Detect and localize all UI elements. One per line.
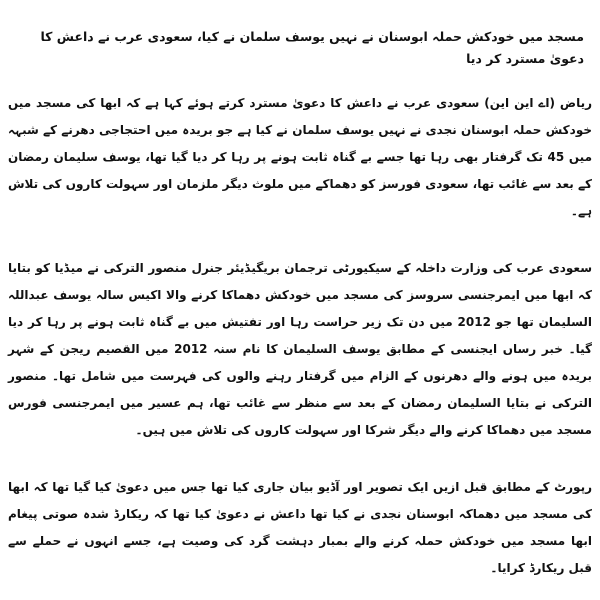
- article: [8, 0, 592, 600]
- article-paragraph-1: ریاض (اے این این) سعودی عرب نے داعش کا دعویٰ مسترد کرتے ہوئے کہا ہے کہ ابھا کی مسجد میں خودکش حملہ ابوسنان نجدی نے نہیں یوسف سلمان نے کیا ہے جو بریدہ میں احتجاجی دھرنے کے شبہہ میں 45 تک گرفتار بھی رہا تھا جسے بے گناہ ثابت ہونے پر رہا کر دیا گیا تھا، یوسف سلیمان رمضان کے بعد سے غائب تھا، سعودی فورسز کو دھماکے میں ملوث دیگر ملزمان اور سہولت کاروں کی تلاش ہے۔: [8, 96, 592, 218]
- article-headline: مسجد میں خودکش حملہ ابوسنان نے نہیں یوسف سلمان نے کیا، سعودی عرب نے داعش کا دعویٰ مسترد کر دیا: [40, 29, 584, 66]
- article-paragraph-3: رپورٹ کے مطابق قبل ازیں ایک تصویر اور آڈیو بیان جاری کیا تھا جس میں دعویٰ کیا گیا تھا کہ ابھا کی مسجد میں دھماکہ ابوسنان نجدی نے کیا تھا داعش نے دعویٰ کیا تھا کہ ریکارڈ شدہ صوتی پیغام ابھا مسجد میں خودکش حملہ کرنے والے بمبار دہشت گرد کی وصیت ہے، جسے انہوں نے حملے سے قبل ریکارڈ کرایا۔: [8, 480, 592, 575]
- article-paragraph-2: سعودی عرب کی وزارت داخلہ کے سیکیورٹی ترجمان بریگیڈیئر جنرل منصور الترکی نے میڈیا کو بتایا کہ ابھا میں ایمرجنسی سروسز کی مسجد میں خودکش دھماکا کرنے والا اکیس سالہ یوسف عبداللہ السلیمان تھا جو 2012 میں دن تک زیر حراست رہا اور تفتیش میں بے گناہ ثابت ہونے پر رہا کر دیا گیا۔ خبر رساں ایجنسی کے مطابق یوسف السلیمان کا نام سنہ 2012 میں القصیم ریجن کے شہر بریدہ میں ہونے والے دھرنوں کے الزام میں گرفتار رہنے والوں کی فہرست میں شامل تھا۔ منصور الترکی نے بتایا السلیمان رمضان کے بعد سے منظر سے غائب تھا، ہم عسیر میں ایمرجنسی فورس مسجد میں دھماکا کرنے والے دیگر شرکا اور سہولت کاروں کی تلاش میں ہیں۔: [8, 261, 593, 437]
